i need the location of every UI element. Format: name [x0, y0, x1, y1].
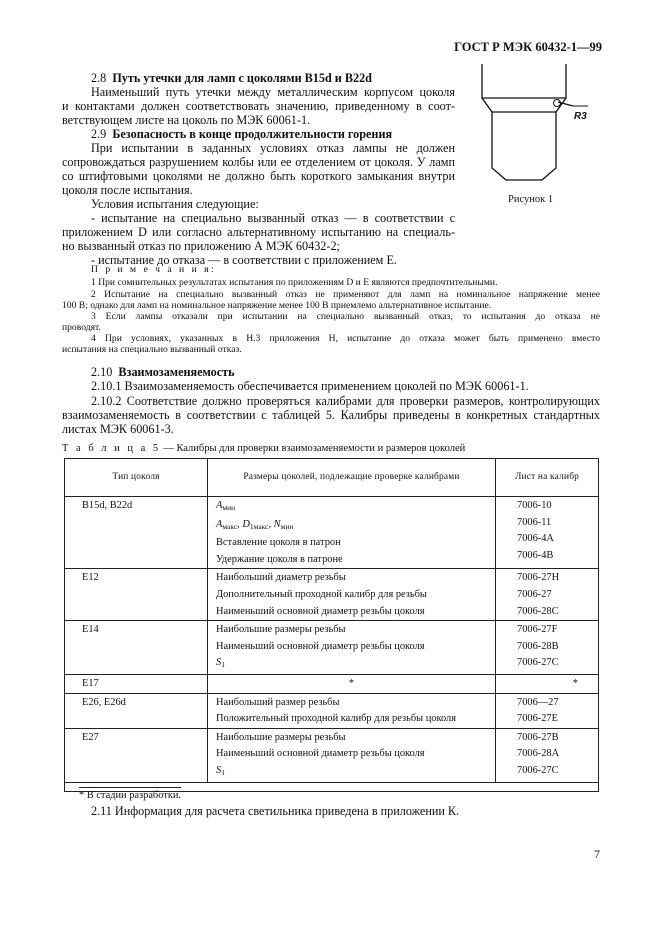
figure-1-lamp-base-drawing — [470, 56, 610, 186]
base-type-cell: E26, E26d — [65, 693, 208, 728]
section-2-9-line-3: со штифтовыми цоколями не должно быть короткого замыкания внутри — [62, 169, 455, 183]
sheet-cell: 7006-27H 7006-27 7006-28C — [496, 569, 599, 621]
section-2-10-2-line-3: листах МЭК 60061-3. — [62, 422, 174, 436]
condition-1-line-3: но вызванный отказ по приложению А МЭК 60432-2; — [62, 239, 340, 253]
conditions-intro: Условия испытания следующие: — [91, 197, 259, 211]
table-row-e26 — [65, 693, 598, 728]
sheet-cell: 7006-10 7006-11 7006-4A 7006-4B — [496, 497, 599, 569]
note-2-line-2: 100 В; однако для ламп на номинальное напряжение менее 100 В приемлемо альтернативное испытание. — [62, 300, 492, 311]
header-dimensions: Размеры цоколей, подлежащие проверке калибрами — [208, 459, 496, 497]
dimensions-cell: Наибольшие размеры резьбы Наименьший основной диаметр резьбы цоколя $S_1$ — [208, 621, 496, 675]
section-2-10-2-line-1: 2.10.2 Соответствие должно проверяться калибрами для проверки размеров, контролирующих — [91, 394, 600, 408]
section-2-10-heading: 2.10 Взаимозаменяемость — [91, 365, 235, 379]
condition-2: - испытание до отказа — в соответствии с приложением Е. — [91, 253, 397, 267]
base-type-cell: E27 — [65, 728, 208, 782]
note-3-line-1: 3 Если лампы отказали при испытании на специально вызванный отказ, то испытания до отказа не — [91, 311, 600, 322]
section-2-10-1: 2.10.1 Взаимозаменяемость обеспечивается применением цоколей по МЭК 60061-1. — [91, 379, 529, 393]
section-2-9-heading: 2.9 Безопасность в конце продолжительности горения — [91, 127, 393, 141]
sheet-cell: * — [496, 674, 599, 693]
table-row-b15d-b22d — [65, 497, 598, 569]
base-type-cell: E17 — [65, 674, 208, 693]
sheet-cell: 7006—27 7006-27E — [496, 693, 599, 728]
section-2-9-line-1: При испытании в заданных условиях отказ лампы не должен — [91, 141, 455, 155]
page-header: ГОСТ Р МЭК 60432-1—99 — [454, 40, 602, 54]
note-2-line-1: 2 Испытание на специально вызванный отказ не применяют для ламп на номинальное напряжение менее — [91, 289, 600, 300]
table-5-caption: Т а б л и ц а 5 — Калибры для проверки взаимозаменяемости и размеров цоколей — [62, 443, 466, 454]
note-1: 1 При сомнительных результатах испытания по приложениям D и Е являются предпочтительными. — [91, 277, 498, 288]
table-row-e12 — [65, 569, 598, 621]
section-2-8-heading: 2.8 Путь утечки для ламп с цоколями B15d и B22d — [91, 71, 372, 85]
section-2-9-line-4: цоколя после испытания. — [62, 183, 193, 197]
section-2-8-line-3: ветствующем листе на цоколь по МЭК 60061-1. — [62, 113, 311, 127]
page-number: 7 — [594, 847, 600, 861]
header-base-type: Тип цоколя — [112, 472, 160, 483]
note-3-line-2: проводят. — [62, 322, 101, 333]
footnote-rule — [79, 787, 181, 788]
section-2-8-line-1: Наименьший путь утечки между металлическим корпусом цоколя — [91, 85, 455, 99]
section-2-10-2-line-2: взаимозаменяемость в соответствии с таблицей 5. Калибры приведены в конкретных стандартных — [62, 408, 600, 422]
dimensions-cell: Наибольшие размеры резьбы Наименьший основной диаметр резьбы цоколя $S_1$ — [208, 728, 496, 782]
table-row-e27 — [65, 728, 598, 782]
base-type-cell: B15d, B22d — [65, 497, 208, 569]
section-2-11: 2.11 Информация для расчета светильника приведена в приложении К. — [91, 804, 460, 818]
header-sheet: Лист на калибр — [496, 459, 599, 497]
section-2-9-line-2: сопровождаться разрушением колбы или ее отделением от цоколя. У ламп — [62, 155, 455, 169]
condition-1-line-1: - испытание на специально вызванный отказ — в соответствии с — [91, 211, 455, 225]
figure-1-radius-label: R3 — [574, 111, 587, 122]
condition-1-line-2: приложением D или согласно альтернативному испытанию на специаль- — [62, 225, 455, 239]
table-footnote: * В стадии разработки. — [79, 789, 182, 801]
notes-heading: П р и м е ч а н и я: — [91, 264, 217, 275]
figure-1-caption: Рисунок 1 — [508, 194, 554, 205]
sheet-cell: 7006-27B 7006-28A 7006-27C — [496, 728, 599, 782]
base-type-cell: E12 — [65, 569, 208, 621]
base-type-cell: E14 — [65, 621, 208, 675]
dimensions-cell: * — [208, 674, 496, 693]
sheet-cell: 7006-27F 7006-28B 7006-27C — [496, 621, 599, 675]
table-row-e14 — [65, 621, 598, 675]
dimensions-cell: Наибольший диаметр резьбы Дополнительный проходной калибр для резьбы Наименьший основной диаметр резьбы цоколя — [208, 569, 496, 621]
table-5 — [64, 458, 599, 801]
section-2-8-line-2: и контактами должен соответствовать значению, приведенному в соот- — [62, 99, 455, 113]
table-row-e17 — [65, 674, 598, 693]
table-header-row — [65, 459, 598, 497]
note-4-line-2: испытания на специально вызванный отказ. — [62, 344, 242, 355]
note-4-line-1: 4 При условиях, указанных в Н.3 приложения Н, испытание до отказа может быть применено вместо — [91, 333, 600, 344]
dimensions-cell: Наибольший размер резьбы Положительный проходной калибр для резьбы цоколя — [208, 693, 496, 728]
dimensions-cell: $A_{мин}$ $A_{макс}$, $D_{1макс}$, $N_{мин}$ Вставление цоколя в патрон Удержание цоколя в патроне — [208, 497, 496, 569]
